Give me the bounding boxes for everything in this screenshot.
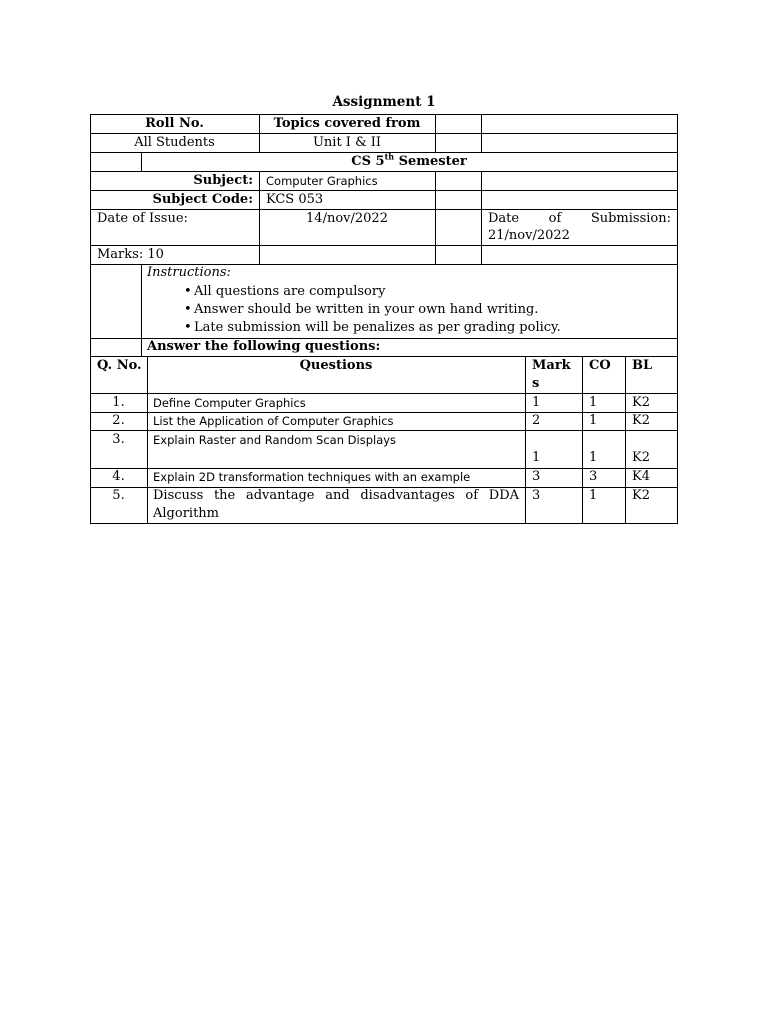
document-title: Assignment 1 <box>332 94 436 110</box>
roll-no-label: Roll No. <box>145 116 204 131</box>
grid-line <box>625 356 626 524</box>
col-header-co: CO <box>589 358 611 373</box>
question-number: 2. <box>112 413 125 428</box>
marks-total: Marks: 10 <box>97 247 164 262</box>
grid-line <box>677 114 678 524</box>
grid-line <box>141 264 142 356</box>
instructions-label: Instructions: <box>147 265 231 280</box>
topics-label: Topics covered from <box>273 116 421 131</box>
question-bl: K2 <box>632 450 650 465</box>
grid-line <box>147 356 148 524</box>
question-text: Explain Raster and Random Scan Displays <box>153 433 397 447</box>
grid-line <box>582 356 583 524</box>
question-bl: K4 <box>632 469 650 484</box>
grid-line <box>435 171 436 264</box>
topics-value: Unit I & II <box>312 135 382 150</box>
col-header-marks: Mark <box>532 358 571 373</box>
col-header-qno: Q. No. <box>97 358 142 373</box>
semester-heading: CS 5th Semester <box>351 151 467 169</box>
question-bl: K2 <box>632 413 650 428</box>
date-of-issue-label: Date of Issue: <box>97 211 188 226</box>
grid-line <box>435 114 436 152</box>
grid-line <box>525 356 526 524</box>
roll-no-value: All Students <box>134 135 215 150</box>
grid-line <box>90 523 678 524</box>
col-header-bl: BL <box>632 358 653 373</box>
question-text: Explain 2D transformation techniques with an example <box>153 470 471 484</box>
subject-code-value: KCS 053 <box>266 192 324 207</box>
grid-line <box>481 114 482 152</box>
questions-heading: Answer the following questions: <box>147 339 381 354</box>
question-text: Define Computer Graphics <box>153 396 306 410</box>
question-marks: 3 <box>532 469 541 484</box>
question-co: 1 <box>589 395 598 410</box>
question-co: 1 <box>589 450 598 465</box>
question-number: 5. <box>112 488 125 503</box>
submission-value: 21/nov/2022 <box>488 228 570 243</box>
instruction-item: • Answer should be written in your own hand writing. <box>184 302 539 317</box>
instruction-item: • All questions are compulsory <box>184 284 386 299</box>
question-co: 3 <box>589 469 598 484</box>
question-text: List the Application of Computer Graphics <box>153 414 394 428</box>
question-text: Discuss the advantage and disadvantages of DDA <box>153 488 519 503</box>
submission-label: Date of Submission: <box>488 211 671 226</box>
question-marks: 1 <box>532 395 541 410</box>
subject-label: Subject: <box>193 173 253 188</box>
date-of-issue-value: 14/nov/2022 <box>306 211 388 226</box>
question-text-cont: Algorithm <box>153 506 219 521</box>
question-number: 4. <box>112 469 125 484</box>
instruction-item: • Late submission will be penalizes as per grading policy. <box>184 320 561 335</box>
grid-line <box>90 245 678 246</box>
question-co: 1 <box>589 413 598 428</box>
question-bl: K2 <box>632 395 650 410</box>
col-header-questions: Questions <box>299 358 373 373</box>
question-number: 1. <box>112 395 125 410</box>
question-number: 3. <box>112 432 125 447</box>
question-marks: 1 <box>532 450 541 465</box>
question-co: 1 <box>589 488 598 503</box>
question-marks: 2 <box>532 413 541 428</box>
col-header-marks-cont: s <box>532 376 540 391</box>
subject-code-label: Subject Code: <box>152 192 253 207</box>
question-marks: 3 <box>532 488 541 503</box>
question-bl: K2 <box>632 488 650 503</box>
subject-value: Computer Graphics <box>266 174 378 188</box>
grid-line <box>481 171 482 264</box>
